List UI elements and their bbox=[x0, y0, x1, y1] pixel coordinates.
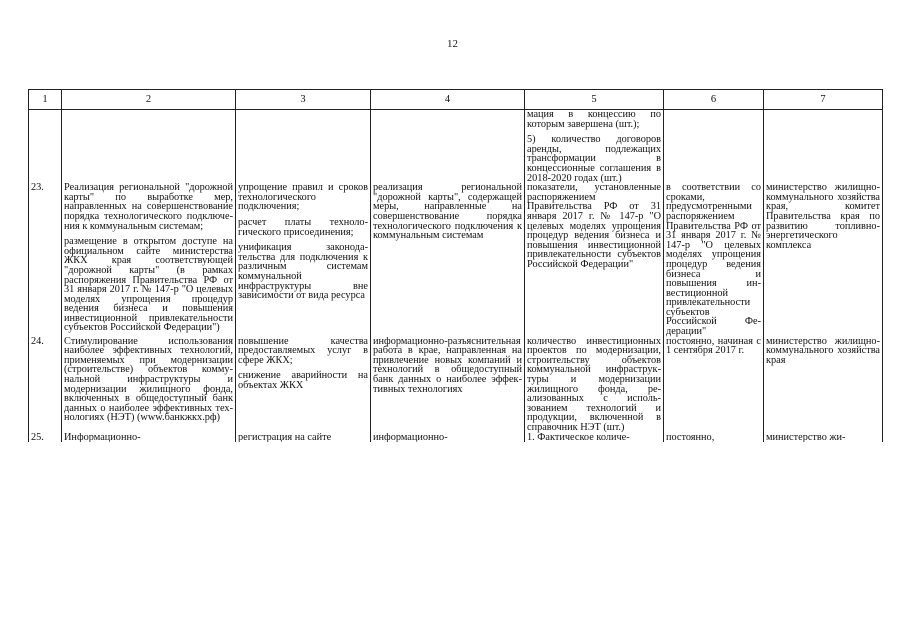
cell-col-7 bbox=[764, 110, 883, 184]
cell-col-5 bbox=[525, 433, 664, 443]
cell-paragraph: Стимулирование использования наиболее эффективных технологий, применяемых при модернизации (строительстве) объектов коммунальной инфраструктуры и модернизации жилищного фонда, включенных в общедоступный банк данных о наиболее эффективных технологиях (НЭТ) (www.банкжкх.рф) bbox=[64, 336, 233, 424]
cell-col-5 bbox=[525, 110, 664, 184]
cell-paragraph: министерство жилищно-коммунального хозяйства края, комитет Правительства края по развитию топливно-энергетического комплекса bbox=[766, 183, 880, 251]
cell-paragraph: реализация региональной "дорожной карты", содержащей меры, направленные на совершенствование порядка технологического подключения к коммунальным системам bbox=[373, 183, 522, 242]
cell-col-6 bbox=[664, 183, 764, 337]
cell-col-6 bbox=[664, 337, 764, 433]
cell-paragraph: 5) количество договоров аренды, подлежащих трансформации в концессионные соглашения в 2018-2020 годах (шт.) bbox=[527, 134, 661, 184]
table-row bbox=[29, 110, 883, 184]
cell-col-3 bbox=[236, 433, 371, 443]
cell-col-3 bbox=[236, 183, 371, 337]
cell-col-2 bbox=[62, 433, 236, 443]
cell-paragraph: информационно-разъяснительная работа в крае, направленная на привлечение новых компаний и технологий в общедоступный банк данных о наиболее эффективных технологиях bbox=[373, 336, 522, 395]
cell-col-4 bbox=[371, 337, 525, 433]
header-col-5: 5 bbox=[525, 90, 664, 110]
header-col-7: 7 bbox=[764, 90, 883, 110]
cell-paragraph: информационно- bbox=[373, 432, 448, 443]
table-row bbox=[29, 183, 883, 337]
cell-col-6 bbox=[664, 433, 764, 443]
header-col-1: 1 bbox=[29, 90, 62, 110]
cell-col-3 bbox=[236, 110, 371, 184]
cell-paragraph: министерство жи- bbox=[766, 432, 846, 443]
row-number-cell: 24. bbox=[29, 337, 62, 433]
table-row bbox=[29, 337, 883, 433]
page-number: 12 bbox=[447, 38, 458, 50]
cell-col-7 bbox=[764, 433, 883, 443]
header-col-6: 6 bbox=[664, 90, 764, 110]
cell-paragraph: постоянно, начиная с 1 сентября 2017 г. bbox=[666, 336, 761, 357]
cell-paragraph: количество инвестиционных проектов по модернизации, строительству объектов коммунальной инфраструктуры и модернизации жилищного фонда, реализованных с использованием технологий и продукции, включенной в справочник НЭТ (шт.) bbox=[527, 336, 661, 433]
cell-col-3 bbox=[236, 337, 371, 433]
table-header-row bbox=[29, 90, 883, 110]
cell-col-4 bbox=[371, 433, 525, 443]
cell-col-2 bbox=[62, 337, 236, 433]
header-col-2: 2 bbox=[62, 90, 236, 110]
cell-paragraph: постоянно, bbox=[666, 432, 715, 443]
cell-paragraph: размещение в открытом доступе на официальном сайте министерства ЖКХ края соответствующей "дорожной карты" (в рамках распоряжения Правительства РФ от 31 января 2017 г. № 147-р "О целевых моделях упрощения процедур ведения бизнеса и повышения инвестиционной привлекательности субъектов Российской Федерации") bbox=[64, 236, 233, 334]
cell-col-7 bbox=[764, 337, 883, 433]
cell-paragraph: упрощение правил и сроков технологического подключения; bbox=[238, 183, 368, 213]
cell-paragraph: в соответствии со сроками, предусмотренными распоряжением Правительства РФ от 31 января 2017 г. № 147-р "О целевых моделях упрощения процедур ведения бизнеса и повышения инвестиционной привлекательности субъектов Российской Федерации" bbox=[666, 183, 761, 337]
row-number-cell: 25. bbox=[29, 433, 62, 443]
cell-paragraph: унификация законодательства для подключения к различным системам коммунальной инфраструктуры вне зависимости от вида ресурса bbox=[238, 242, 368, 302]
cell-paragraph: Информационно- bbox=[64, 432, 141, 443]
cell-col-2 bbox=[62, 183, 236, 337]
header-col-4: 4 bbox=[371, 90, 525, 110]
cell-col-5 bbox=[525, 337, 664, 433]
row-number-cell: 23. bbox=[29, 183, 62, 337]
cell-paragraph: Реализация региональной "дорожной карты" по выработке мер, направленных на совершенствование порядка технологического подключения к коммунальным системам; bbox=[64, 183, 233, 232]
cell-paragraph: регистрация на сайте bbox=[238, 432, 332, 443]
header-col-3: 3 bbox=[236, 90, 371, 110]
cell-col-6 bbox=[664, 110, 764, 184]
measures-table bbox=[28, 89, 883, 442]
cell-paragraph: снижение аварийности на объектах ЖКХ bbox=[238, 370, 368, 392]
cell-paragraph: расчет платы технологического присоединения; bbox=[238, 216, 368, 238]
cell-paragraph: 1. Фактическое количе- bbox=[527, 432, 630, 443]
cell-paragraph: мация в концессию по которым завершена (шт.); bbox=[527, 109, 661, 130]
table-row bbox=[29, 433, 883, 443]
row-number-cell bbox=[29, 110, 62, 184]
cell-col-5 bbox=[525, 183, 664, 337]
cell-col-2 bbox=[62, 110, 236, 184]
cell-paragraph: повышение качества предоставляемых услуг в сфере ЖКХ; bbox=[238, 336, 368, 366]
cell-col-4 bbox=[371, 110, 525, 184]
cell-paragraph: показатели, установленные распоряжением Правительства РФ от 31 января 2017 г. № 147-р "О целевых моделях упрощения процедур ведения бизнеса и повышения инвестиционной привлекательности субъектов Российской Федерации" bbox=[527, 183, 661, 270]
cell-paragraph: министерство жилищно-коммунального хозяйства края bbox=[766, 336, 880, 366]
cell-col-4 bbox=[371, 183, 525, 337]
cell-col-7 bbox=[764, 183, 883, 337]
